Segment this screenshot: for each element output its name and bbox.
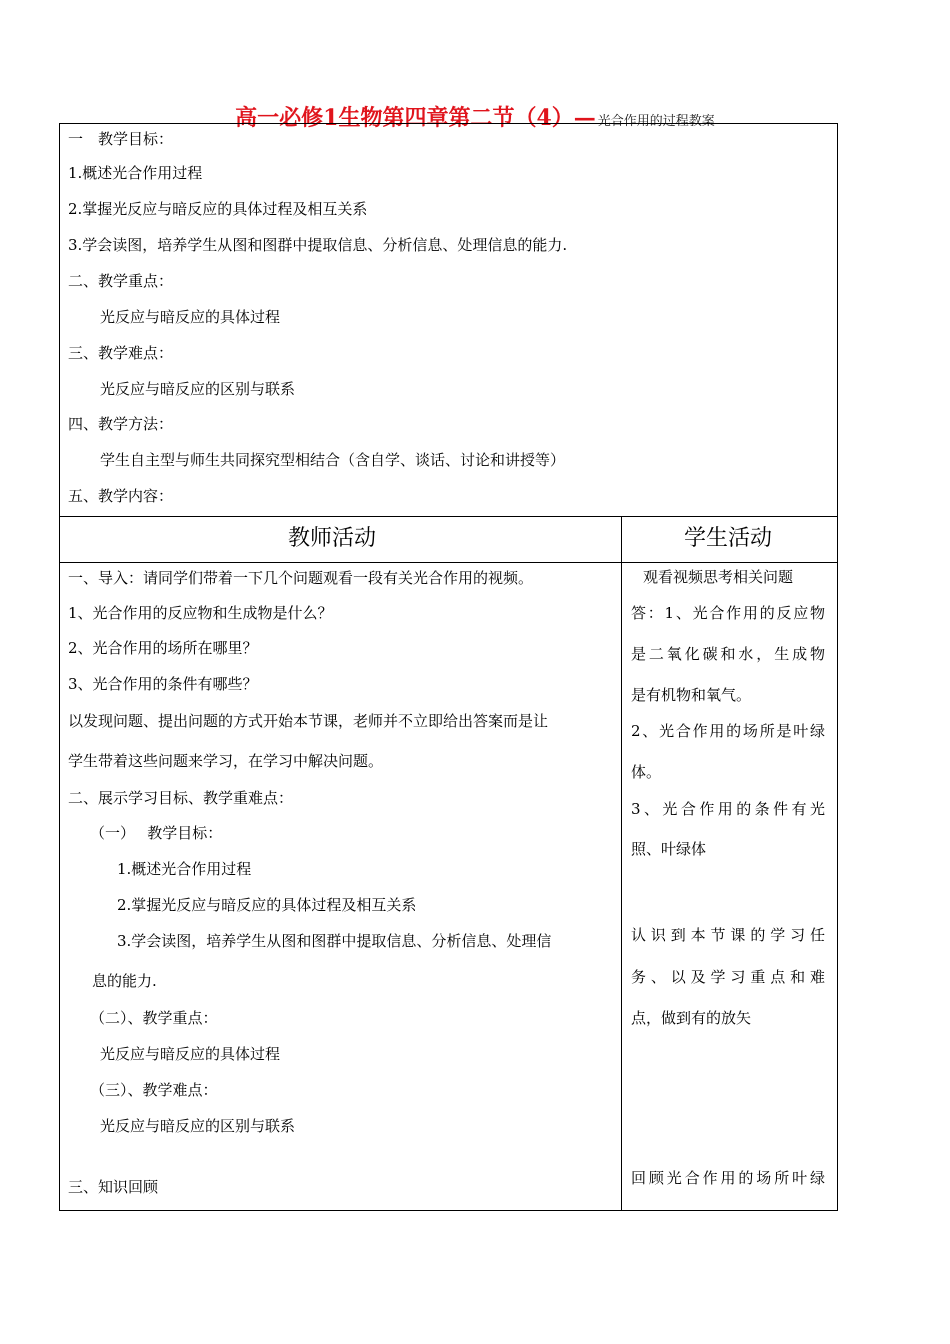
teacher-line: 1、光合作用的反应物和生成物是什么？ xyxy=(68,604,333,622)
teacher-line: 学生带着这些问题来学习，在学习中解决问题。 xyxy=(68,752,384,770)
teacher-line: 以发现问题、提出问题的方式开始本节课，老师并不立即给出答案而是让 xyxy=(68,712,549,730)
column-divider xyxy=(621,517,622,1210)
student-line: 点，做到有的放矢 xyxy=(631,1009,752,1027)
methods-text: 学生自主型与师生共同探究型相结合（含自学、谈话、讨论和讲授等） xyxy=(100,451,566,469)
teacher-activity-header: 教师活动 xyxy=(288,526,377,551)
student-line: 观看视频思考相关问题 xyxy=(643,568,794,586)
methods-heading: 四、教学方法： xyxy=(68,415,174,433)
teacher-line: 1.概述光合作用过程 xyxy=(117,860,252,878)
objectives-section xyxy=(59,123,838,517)
title-sub: 光合作用的过程教案 xyxy=(597,114,715,129)
teacher-line: 息的能力. xyxy=(92,972,157,990)
teacher-line: 2、光合作用的场所在哪里？ xyxy=(68,639,258,657)
teacher-line: （三）、教学难点： xyxy=(90,1081,218,1099)
student-line: 是二氧化碳和水，生成物 xyxy=(631,645,825,663)
student-line: 答：1、光合作用的反应物 xyxy=(631,604,825,622)
header-divider xyxy=(60,562,837,563)
teacher-line: 3、光合作用的条件有哪些？ xyxy=(68,675,258,693)
student-line: 3、光合作用的条件有光 xyxy=(631,800,825,818)
student-line: 务、以及学习重点和难 xyxy=(631,968,825,986)
student-line: 2、光合作用的场所是叶绿 xyxy=(631,722,825,740)
difficulties-text: 光反应与暗反应的区别与联系 xyxy=(100,380,296,398)
student-line: 回顾光合作用的场所叶绿 xyxy=(631,1169,825,1187)
student-line: 认识到本节课的学习任 xyxy=(631,926,825,944)
teacher-line: 3.学会读图，培养学生从图和图群中提取信息、分析信息、处理信 xyxy=(117,932,552,950)
teacher-line: 三、知识回顾 xyxy=(68,1178,159,1196)
difficulties-heading: 三、教学难点： xyxy=(68,344,174,362)
key-points-text: 光反应与暗反应的具体过程 xyxy=(100,308,281,326)
title-main: 高一必修1生物第四章第二节（4）— xyxy=(235,105,596,131)
teacher-line: 一、导入：请同学们带着一下几个问题观看一段有关光合作用的视频。 xyxy=(68,569,534,587)
teacher-line: （二）、教学重点： xyxy=(90,1009,218,1027)
content-heading: 五、教学内容： xyxy=(68,487,174,505)
teacher-line: 二、展示学习目标、教学重难点： xyxy=(68,789,294,807)
teacher-line: 光反应与暗反应的具体过程 xyxy=(100,1045,281,1063)
objective-item: 1.概述光合作用过程 xyxy=(68,164,203,182)
activities-table xyxy=(59,516,838,1211)
student-activity-header: 学生活动 xyxy=(684,526,773,551)
objective-item: 2.掌握光反应与暗反应的具体过程及相互关系 xyxy=(68,200,368,218)
key-points-heading: 二、教学重点： xyxy=(68,272,174,290)
student-line: 照、叶绿体 xyxy=(631,840,707,858)
student-line: 体。 xyxy=(631,763,662,781)
student-line: 是有机物和氧气。 xyxy=(631,686,752,704)
objectives-heading: 一 教学目标： xyxy=(68,130,174,148)
teacher-line: （一） 教学目标： xyxy=(90,824,223,842)
teacher-line: 光反应与暗反应的区别与联系 xyxy=(100,1117,296,1135)
objective-item: 3.学会读图，培养学生从图和图群中提取信息、分析信息、处理信息的能力. xyxy=(68,236,568,254)
teacher-line: 2.掌握光反应与暗反应的具体过程及相互关系 xyxy=(117,896,417,914)
